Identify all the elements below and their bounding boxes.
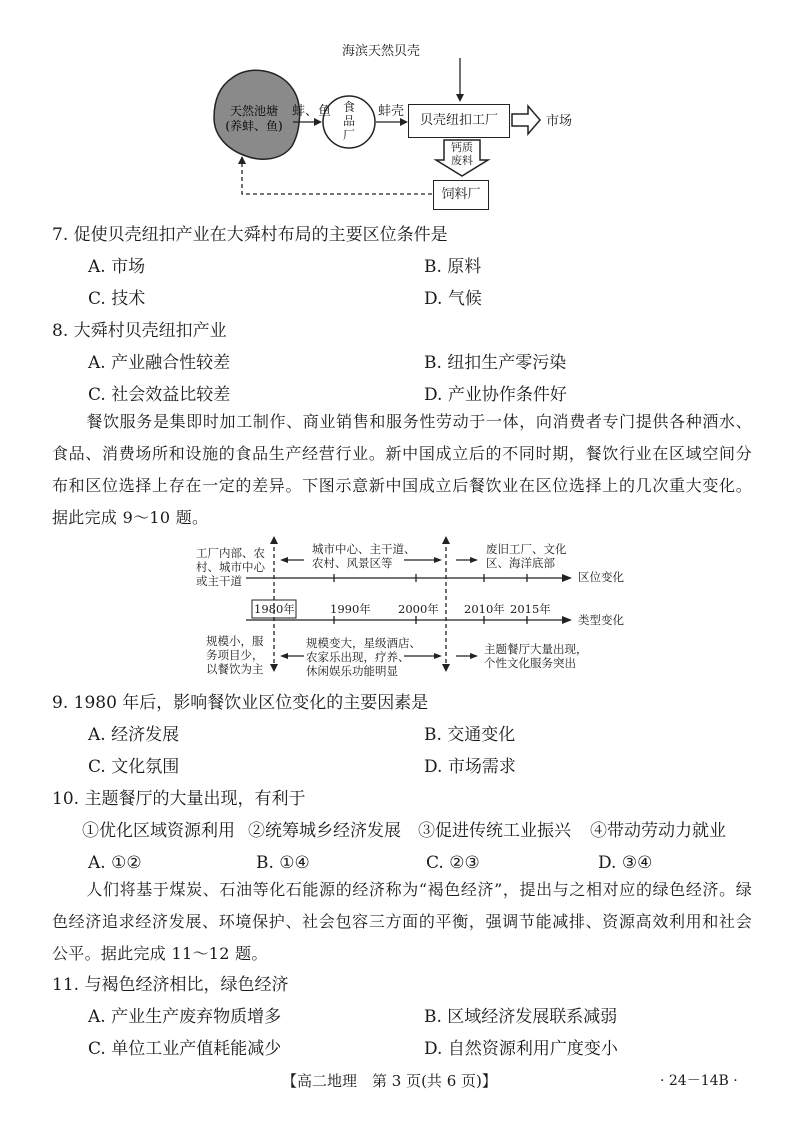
type3-line2: 个性文化服务突出 xyxy=(484,656,576,670)
top-label-natural-shell: 海滨天然贝壳 xyxy=(342,44,421,59)
passage-catering-text: 餐饮服务是集即时加工制作、商业销售和服务性劳动于一体，向消费者专门提供各种酒水、食品、消费场所和设施的食品生产经营行业。新中国成立后的不同时期，餐饮行业在区域空间分布和区位选择上存在一定的差异。下图示意新中国成立后餐饮业在区位选择上的几次重大变化。据此完成 9～10 题。 xyxy=(52,412,752,527)
loc3-line2: 区、海洋底部 xyxy=(486,556,555,570)
q11-option-a: A. 产业生产废弃物质增多 xyxy=(88,1007,282,1027)
type2-line3: 休闲娱乐功能明显 xyxy=(306,664,398,678)
q7-option-d: D. 气候 xyxy=(424,289,482,309)
q8-option-d: D. 产业协作条件好 xyxy=(424,385,567,405)
type2-line2: 农家乐出现，疗养、 xyxy=(306,650,410,664)
axis-top-label: 区位变化 xyxy=(578,570,624,584)
food-factory-char3: 厂 xyxy=(342,128,355,142)
q11-stem: 11. 与褐色经济相比，绿色经济 xyxy=(52,975,289,995)
food-factory-char1: 食 xyxy=(342,100,355,114)
food-factory-char2: 品 xyxy=(342,114,355,128)
q9-option-b: B. 交通变化 xyxy=(424,725,516,745)
type1-line1: 规模小，服 xyxy=(206,634,264,648)
feed-factory-box: 饲料厂 xyxy=(433,180,489,210)
q8-option-a: A. 产业融合性较差 xyxy=(88,353,231,373)
waste-label-line2: 废料 xyxy=(451,154,473,167)
q7-option-b: B. 原料 xyxy=(424,257,482,277)
loc1-label xyxy=(196,546,265,588)
q11-option-b: B. 区域经济发展联系减弱 xyxy=(424,1007,618,1027)
q10-stem: 10. 主题餐厅的大量出现，有利于 xyxy=(52,789,306,809)
q7-stem: 7. 促使贝壳纽扣产业在大舜村布局的主要区位条件是 xyxy=(52,225,448,245)
q11-option-d: D. 自然资源利用广度变小 xyxy=(424,1039,618,1059)
type1-line2: 务项目少， xyxy=(206,648,264,662)
q10-option-a: A. ①② xyxy=(88,853,142,873)
loc1-line2: 村、城市中心 xyxy=(196,560,265,574)
passage-green-economy-text: 人们将基于煤炭、石油等化石能源的经济称为“褐色经济”，提出与之相对应的绿色经济。绿色经济追求经济发展、环境保护、社会包容三方面的平衡，强调节能减排、资源高效利用和社会公平。据此完成 11～12 题。 xyxy=(52,880,752,963)
axis-bottom-label: 类型变化 xyxy=(578,613,624,627)
loc3-line1: 废旧工厂、文化 xyxy=(486,542,567,556)
loc1-line1: 工厂内部、农 xyxy=(196,546,265,560)
button-factory-box: 贝壳纽扣工厂 xyxy=(408,104,510,138)
loc2-line1: 城市中心、主干道、 xyxy=(312,542,416,556)
year-1980: 1980年 xyxy=(254,602,295,616)
loc1-line3: 或主干道 xyxy=(196,574,242,588)
page-footer: 【高二地理 第 3 页(共 6 页)】 xyxy=(282,1072,497,1090)
q11-option-c: C. 单位工业产值耗能减少 xyxy=(88,1039,282,1059)
exam-code: · 24－14B · xyxy=(660,1073,738,1089)
type1-label xyxy=(206,634,264,676)
type3-label xyxy=(484,642,588,670)
q8-option-b: B. 纽扣生产零污染 xyxy=(424,353,567,373)
q10-option-b: B. ①④ xyxy=(256,853,310,873)
loc2-line2: 农村、风景区等 xyxy=(312,556,393,570)
pond-label-line1: 天然池塘 xyxy=(229,104,278,118)
year-2015: 2015年 xyxy=(510,602,551,616)
loc3-label xyxy=(486,542,567,570)
arrow1-label: 蚌、鱼 xyxy=(292,104,332,119)
q9-option-c: C. 文化氛围 xyxy=(88,757,180,777)
type2-line1: 规模变大，星级酒店、 xyxy=(306,636,421,650)
passage-green-economy xyxy=(52,874,752,970)
q9-stem: 9. 1980 年后，影响餐饮业区位变化的主要因素是 xyxy=(52,693,429,713)
loc2-label xyxy=(312,542,416,570)
q9-option-a: A. 经济发展 xyxy=(88,725,180,745)
market-label: 市场 xyxy=(546,114,573,129)
year-2010: 2010年 xyxy=(464,602,505,616)
pond-label-line2: (养蚌、鱼) xyxy=(225,119,283,133)
type2-label xyxy=(306,636,421,678)
q7-option-a: A. 市场 xyxy=(88,257,146,277)
year-1990: 1990年 xyxy=(330,602,371,616)
q10-item-2: ②统筹城乡经济发展 xyxy=(248,821,401,841)
q10-item-3: ③促进传统工业振兴 xyxy=(418,821,571,841)
q8-option-c: C. 社会效益比较差 xyxy=(88,385,231,405)
year-2000: 2000年 xyxy=(398,602,439,616)
type1-line3: 以餐饮为主 xyxy=(206,662,264,676)
arrow2-label: 蚌壳 xyxy=(378,104,405,119)
q9-option-d: D. 市场需求 xyxy=(424,757,516,777)
q8-stem: 8. 大舜村贝壳纽扣产业 xyxy=(52,321,227,341)
q10-option-c: C. ②③ xyxy=(426,853,480,873)
q10-option-d: D. ③④ xyxy=(598,853,653,873)
q10-item-1: ①优化区域资源利用 xyxy=(82,821,235,841)
type3-line1: 主题餐厅大量出现， xyxy=(484,642,588,656)
q7-option-c: C. 技术 xyxy=(88,289,146,309)
waste-label-line1: 钙质 xyxy=(451,141,473,154)
q10-item-4: ④带动劳动力就业 xyxy=(590,821,726,841)
